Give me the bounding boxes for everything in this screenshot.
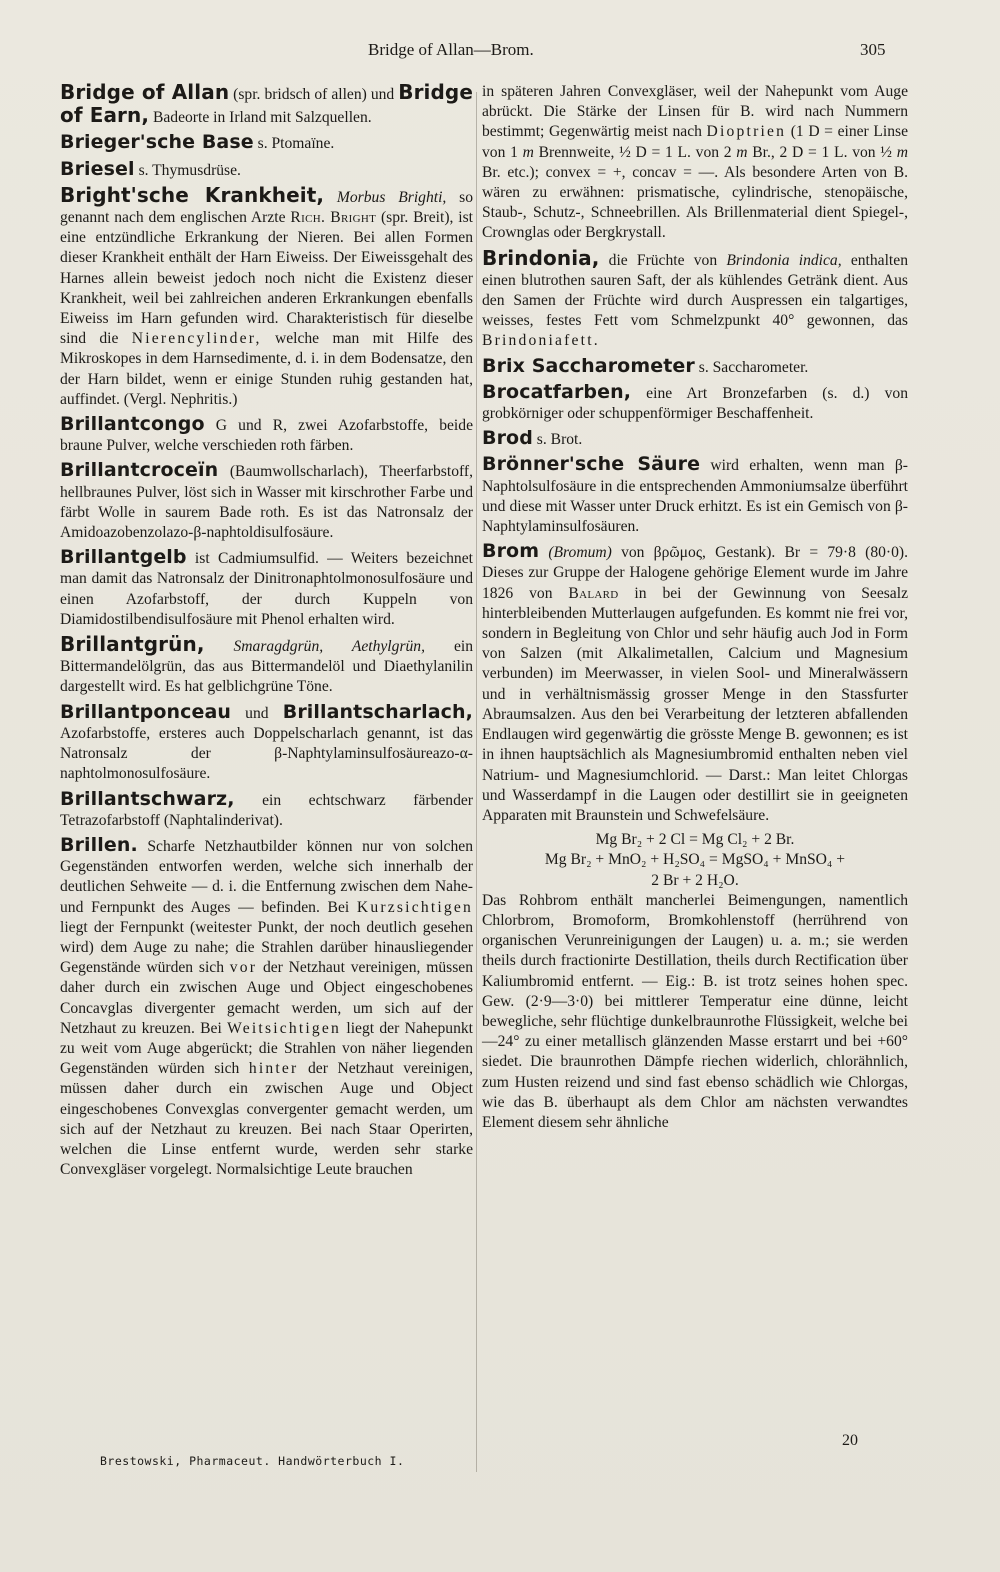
- entry-text: Badeorte in Irland mit Salzquellen.: [149, 109, 372, 127]
- entry-brillantcrocein: [60, 460, 473, 543]
- spaced-term: Weitsichtigen: [227, 1019, 342, 1037]
- imprint-line: Brestowski, Pharmaceut. Handwörterbuch I.: [100, 1454, 405, 1468]
- unit: m: [896, 143, 908, 161]
- spaced-term: Brindoniafett.: [482, 332, 600, 350]
- entry-text: ein echtschwarz färbender Tetrazofarbstoff (Naphtalinderivat).: [60, 791, 473, 829]
- headword: Bridge of Allan: [60, 80, 230, 104]
- chemical-formula: Mg Br₂ + 2 Cl = Mg Cl₂ + 2 Br.: [595, 831, 795, 849]
- entry-text: in späteren Jahren Convexgläser, weil der Nahepunkt vom Auge abrückt. Die Stärke der Linsen für B. wird nach Nummern bestimmt; Gegenwärtig meist nach: [482, 83, 908, 141]
- entry-text: s. Ptomaïne.: [253, 135, 335, 153]
- entry-text: s. Brot.: [532, 431, 583, 449]
- spaced-term: hinter: [248, 1060, 299, 1078]
- headword: Bridge of Earn,: [60, 80, 473, 128]
- entry-text: G und R, zwei Azofarbstoffe, beide braune Pulver, welche verschieden roth färben.: [60, 417, 473, 455]
- entry-brillen: [60, 835, 473, 1180]
- entry-brindonia: [482, 245, 908, 352]
- headword: Brillantcroceïn: [60, 459, 219, 482]
- entry-text: enthalten einen blutrothen sauren Saft, der als kühlendes Getränk dient. Aus den Samen der Früchte wird durch Auspressen ein talgartiges, weisses, festes Fett vom Schmelzpunkt 40° gewonnen, das: [482, 251, 908, 330]
- entry-text: in bei der Gewinnung von Seesalz hinterbleibenden Mutterlaugen aufgefunden. Es kommt nie frei vor, sondern in Begleitung von Chlor und sehr häufig auch Jod in Form von Salzen (mit Alkalimetallen, Calcium und Magnesium verbunden) im Meerwasser, in vielen Sool- und Mineralwässern und in verhältnismässig grosser Menge in den Stassfurter Abraumsalzen. Aus den bei Verarbeitung der letzteren abfallenden Endlaugen wird gegenwärtig die grösste Menge B. gewonnen; es ist in ihnen hauptsächlich als Magnesiumbromid enthalten neben viel Natrium- und Magnesiumchlorid. — Darst.: Man leitet Chlorgas und Wasserdampf in die Laugen oder destillirt sie in geeigneten Apparaten mit Braunstein und Schwefelsäure.: [482, 584, 908, 824]
- headword: Brillantponceau: [60, 700, 231, 723]
- entry-bridge-of-allan: [60, 82, 473, 128]
- entry-brocatfarben: [482, 382, 908, 424]
- headword: Brod: [482, 427, 533, 450]
- entry-brix-saccharometer: [482, 356, 908, 378]
- entry-text: Das Rohbrom enthält mancherlei Beimengungen, namentlich Chlorbrom, Bromoform, Bromkohlenstoff (herrührend von organischen Verunreinigungen der Laugen) u. a. m.; sie werden theils durch fractionirte Destillation, theils durch Rectification über Kaliumbromid entfernt. — Eig.: B. ist trotz seines hohen spec. Gew. (2·9—3·0) bei mittlerer Temperatur eine dünne, leicht bewegliche, sehr flüchtige dunkelbraunrothe Flüssigkeit, welche bei —24° zu einer metallisch glänzenden Masse erstarrt und bei +60° siedet. Die braunrothen Dämpfe riechen widerlich, chlorähnlich, zum Husten reizend und sind fast ebenso schädlich wie Chlorgas, wie das B. überhaupt als dem Chlor am nächsten verwandtes Element diesem sehr ähnliche: [482, 891, 908, 1131]
- right-column: [482, 82, 908, 1137]
- entry-briesel: [60, 159, 473, 181]
- entry-broenner-saeure: [482, 454, 908, 537]
- entry-text: liegt der Fernpunkt (weitester Punkt, der noch deutlich gesehen wird) dem Auge zu nahe; die Strahlen darüber hinausliegender Gegenstände würden sich: [60, 918, 473, 977]
- headword: Brillantschwarz,: [60, 787, 235, 810]
- entry-brillantcongo: [60, 414, 473, 456]
- chemical-formula: 2 Br + 2 H₂O.: [651, 871, 739, 889]
- entry-brillantgruen: [60, 634, 473, 698]
- column-divider: [476, 92, 477, 1472]
- latin-term: Morbus Brighti,: [336, 188, 447, 206]
- running-title: Bridge of Allan—Brom.: [368, 40, 534, 59]
- entry-text: s. Thymusdrüse.: [134, 161, 241, 179]
- entry-brom: [482, 541, 908, 826]
- latin-term: Brindonia indica,: [726, 251, 842, 269]
- entry-brieger-base: [60, 132, 473, 154]
- entry-brillen-continued: [482, 82, 908, 244]
- spaced-term: Kurzsichtigen: [356, 898, 473, 916]
- headword: Brillantcongo: [60, 413, 205, 436]
- entry-text: (1 D = einer Linse von 1: [482, 123, 908, 161]
- page-number: 305: [860, 40, 886, 59]
- headword: Brönner'sche Säure: [482, 453, 701, 476]
- headword: Briesel: [60, 157, 135, 180]
- spaced-term: Dioptrien: [706, 123, 787, 141]
- headword: Bright'sche Krankheit,: [60, 182, 325, 207]
- headword: Brillantgrün,: [60, 632, 205, 657]
- entry-text: Brennweite, ½ D = 1 L. von 2: [533, 143, 737, 161]
- entry-brillantschwarz: [60, 789, 473, 831]
- entry-text: der Netzhaut vereinigen, müssen daher durch ein zwischen Auge und Object eingeschobenes Convexglas convergenter gemacht werden, um sich auf der Netzhaut zu kreuzen. Bei nach Staar Operirten, welchen die Linse entfernt wurde, werden sehr starke Convexgläser vorgelegt. Normalsichtige Leute brauchen: [60, 1060, 473, 1179]
- entry-text: (Baumwollscharlach), Theerfarbstoff, hellbraunes Pulver, löst sich in Wasser mit kirschrother Farbe und färbt Wolle in saurem Bade roth. Es ist das Natronsalz der Amidoazobenzolazo-β-naphtoldisulfosäure.: [60, 463, 473, 542]
- headword: Brix Saccharometer: [482, 354, 695, 377]
- headword: Brillantscharlach,: [282, 700, 473, 723]
- entry-text: Scharfe Netzhautbilder können nur von solchen Gegenständen entworfen werden, welche sich innerhalb der deutlichen Sehweite — d. i. die Entfernung zwischen dem Nahe- und Fernpunkt des Auges — befinden. Bei: [60, 837, 473, 916]
- entry-text: so genannt nach dem englischen Arzte: [60, 188, 473, 227]
- entry-text: der Netzhaut vereinigen, müssen daher durch ein zwischen Auge und Object eingeschobenes Concavglas divergenter gemacht werden, um sich auf der Netzhaut zu kreuzen. Bei: [60, 959, 473, 1037]
- person-name: Rich. Bright: [290, 209, 377, 227]
- latin-term: (Bromum): [548, 544, 612, 562]
- entry-text: ist Cadmiumsulfid. — Weiters bezeichnet man damit das Natronsalz der Dinitronaphtolmonosulfosäure und einen Azofarbstoff, der durch Kuppeln von Diamidostilbendisulfosäure mit Phenol erhalten wird.: [60, 550, 473, 628]
- entry-text: s. Saccharometer.: [694, 358, 809, 376]
- spaced-term: Nierencylinder,: [131, 330, 262, 348]
- entry-text: eine Art Bronzefarben (s. d.) von grobkörniger oder schuppenförmiger Beschaffenheit.: [482, 384, 908, 423]
- spaced-term: vor: [229, 959, 258, 977]
- unit: m: [522, 143, 534, 161]
- headword: Brindonia,: [482, 245, 600, 270]
- entry-text: von βρῶμος, Gestank). Br = 79·8 (80·0). Dieses zur Gruppe der Halogene gehörige Element wurde im Jahre 1826 von: [482, 544, 908, 602]
- entry-brod: [482, 428, 908, 450]
- headword: Brom: [482, 540, 540, 563]
- entry-text: ein Bittermandelölgrün, das aus Bittermandelöl und Diaethylanilin dargestellt wird. Es hat gelblichgrüne Töne.: [60, 638, 474, 696]
- entry-text: wird erhalten, wenn man β-Naphtolsulfosäure in die entsprechenden Ammoniumsalze überführt und diese mit Wasser unter Druck erhitzt. Es ist ein Gemisch von β-Naphtylaminsulfosäuren.: [482, 457, 908, 536]
- entry-text: Br. etc.); convex = +, concav = —. Als besondere Arten von B. wären zu erwähnen: prismatische, cylindrische, stenopäische, Staub-, Schutz-, Schneebrillen. Als Brillenmaterial dient Spiegel-, Crownglas oder Bergkrystall.: [482, 163, 908, 242]
- unit: m: [736, 143, 748, 161]
- entry-brillantgelb: [60, 547, 473, 630]
- entry-text: welche man mit Hilfe des Mikroskopes in dem Harnsedimente, d. i. in dem Bodensatze, den der Harn bildet, wenn er einige Stunden ruhig gestanden hat, auffindet. (Vergl. Nephritis.): [60, 330, 474, 408]
- entry-text: und: [231, 704, 283, 722]
- entry-text: (spr. bridsch of allen) und: [229, 86, 399, 103]
- entry-bright-krankheit: [60, 182, 474, 410]
- entry-brom-continued: [482, 891, 908, 1133]
- headword: Brillantgelb: [60, 546, 187, 569]
- signature-mark: 20: [842, 1432, 858, 1449]
- chemical-formula: Mg Br₂ + MnO₂ + H₂SO₄ = MgSO₄ + MnSO₄ +: [544, 851, 846, 869]
- entry-text: die Früchte von: [599, 251, 727, 269]
- synonym-term: Smaragdgrün, Aethylgrün,: [233, 638, 426, 656]
- entry-text: (spr. Breit), ist eine entzündliche Erkrankung der Nieren. Bei allen Formen dieser Krankheit enthält der Harn Eiweiss. Der Eiweissgehalt des Harnes allein beweist jedoch noch nicht die Existenz dieser Krankheit, weil bei zahlreichen anderen Erkrankungen ebenfalls Eiweiss im Harn gefunden wird. Charakteristisch für dieselbe sind die: [60, 209, 473, 348]
- headword: Brieger'sche Base: [60, 131, 254, 154]
- entry-text: liegt der Nahepunkt zu weit vom Auge abgerückt; die Strahlen von näher liegenden Gegenständen würden sich: [60, 1019, 473, 1078]
- person-name: Balard: [568, 584, 619, 602]
- entry-text: Br., 2 D = 1 L. von ½: [747, 143, 897, 161]
- entry-text: Azofarbstoffe, ersteres auch Doppelscharlach genannt, ist das Natronsalz der β-Naphtylaminsulfosäureazo-α-naphtolmonosulfosäure.: [60, 724, 473, 783]
- entry-brillantponceau: [60, 702, 473, 785]
- headword: Brillen.: [60, 833, 138, 856]
- running-head: [0, 40, 1000, 64]
- headword: Brocatfarben,: [482, 380, 632, 403]
- left-column: [60, 82, 473, 1184]
